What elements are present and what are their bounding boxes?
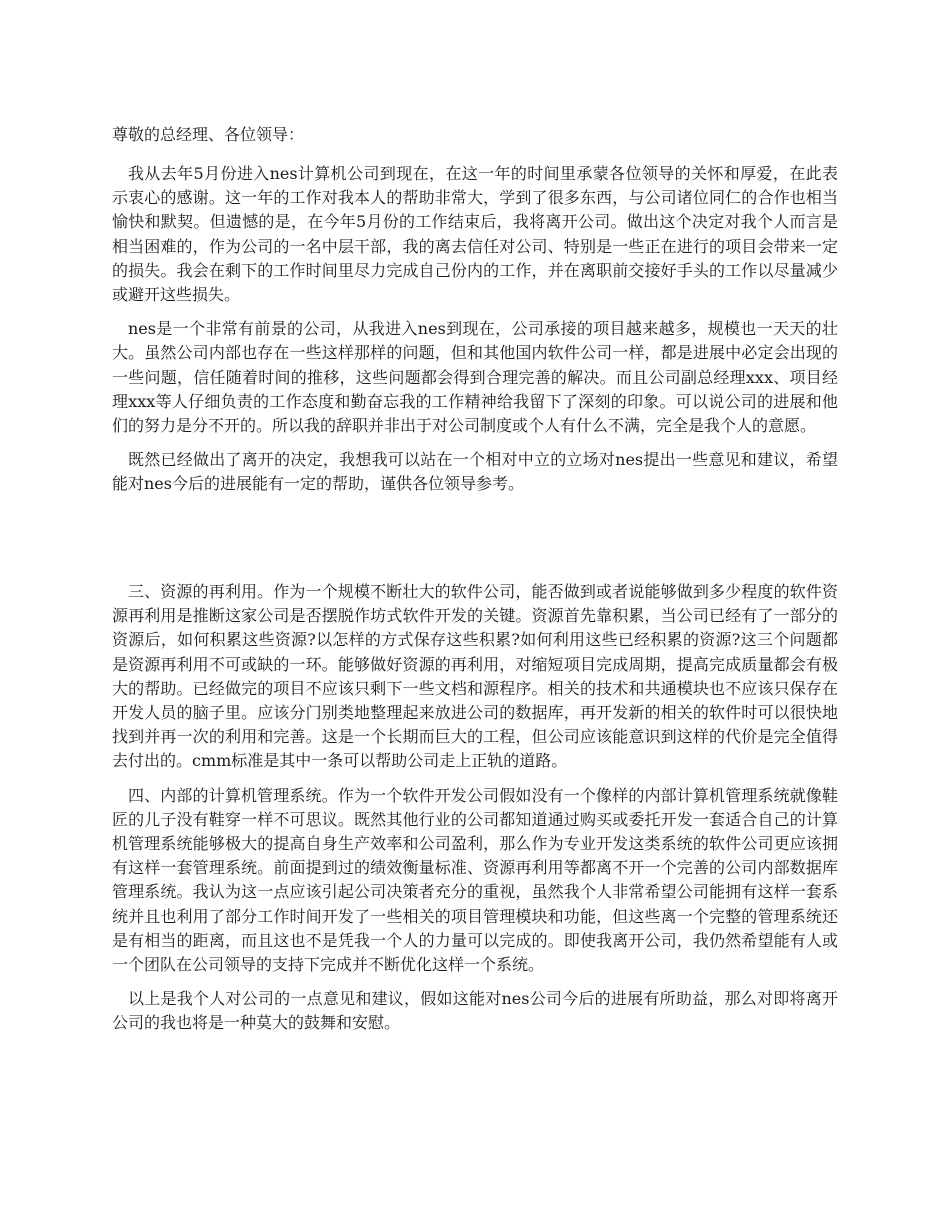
paragraph-internal-management-system: 四、内部的计算机管理系统。作为一个软件开发公司假如没有一个像样的内部计算机管理系统就像鞋匠的儿子没有鞋穿一样不可思议。既然其他行业的公司都知道通过购买或委托开发一套适合自己的计算机管理系统能够极大的提高自身生产效率和公司盈利，那么作为专业开发这类系统的软件公司更应该拥有这样一套管理系统。前面提到过的绩效衡量标准、资源再利用等都离不开一个完善的公司内部数据库管理系统。我认为这一点应该引起公司决策者充分的重视，虽然我个人非常希望公司能拥有这样一套系统并且也利用了部分工作时间开发了一些相关的项目管理模块和功能，但这些离一个完整的管理系统还是有相当的距离，而且这也不是凭我一个人的力量可以完成的。即使我离开公司，我仍然希望能有人或一个团队在公司领导的支持下完成并不断优化这样一个系统。 [112,785,838,975]
paragraph-resource-reuse: 三、资源的再利用。作为一个规模不断壮大的软件公司，能否做到或者说能够做到多少程度的软件资源再利用是推断这家公司是否摆脱作坊式软件开发的关键。资源首先靠积累，当公司已经有了一部分的资源后，如何积累这些资源?以怎样的方式保存这些积累?如何利用这些已经积累的资源?这三个问题都是资源再利用不可或缺的一环。能够做好资源的再利用，对缩短项目完成周期，提高完成质量都会有极大的帮助。已经做完的项目不应该只剩下一些文档和源程序。相关的技术和共通模块也不应该只保存在开发人员的脑子里。应该分门别类地整理起来放进公司的数据库，再开发新的相关的软件时可以很快地找到并再一次的利用和完善。这是一个长期而巨大的工程，但公司应该能意识到这样的代价是完全值得去付出的。cmm标准是其中一条可以帮助公司走上正轨的道路。 [112,582,838,771]
letter-section-suggestions [112,580,838,1046]
salutation: 尊敬的总经理、各位领导： [112,125,305,144]
paragraph-closing: 以上是我个人对公司的一点意见和建议，假如这能对nes公司今后的进展有所助益，那么对即将离开公司的我也将是一种莫大的鼓舞和安慰。 [112,989,838,1033]
letter-section-intro [112,162,838,507]
paragraph-suggestions-intro: 既然已经做出了离开的决定，我想我可以站在一个相对中立的立场对nes提出一些意见和建议，希望能对nes今后的进展能有一定的帮助，谨供各位领导参考。 [112,450,838,494]
paragraph-joining-company: 我从去年5月份进入nes计算机公司到现在，在这一年的时间里承蒙各位领导的关怀和厚爱，在此表示衷心的感谢。这一年的工作对我本人的帮助非常大，学到了很多东西，与公司诸位同仁的合作也相当愉快和默契。但遗憾的是，在今年5月份的工作结束后，我将离开公司。做出这个决定对我个人而言是相当困难的，作为公司的一名中层干部，我的离去信任对公司、特别是一些正在进行的项目会带来一定的损失。我会在剩下的工作时间里尽力完成自己份内的工作，并在离职前交接好手头的工作以尽量减少或避开这些损失。 [112,164,838,305]
paragraph-company-outlook: nes是一个非常有前景的公司，从我进入nes到现在，公司承接的项目越来越多，规模也一天天的壮大。虽然公司内部也存在一些这样那样的问题，但和其他国内软件公司一样，都是进展中必定会出现的一些问题，信任随着时间的推移，这些问题都会得到合理完善的解决。而且公司副总经理xxx、项目经理xxx等人仔细负责的工作态度和勤奋忘我的工作精神给我留下了深刻的印象。可以说公司的进展和他们的努力是分不开的。所以我的辞职并非出于对公司制度或个人有什么不满，完全是我个人的意愿。 [112,319,838,436]
